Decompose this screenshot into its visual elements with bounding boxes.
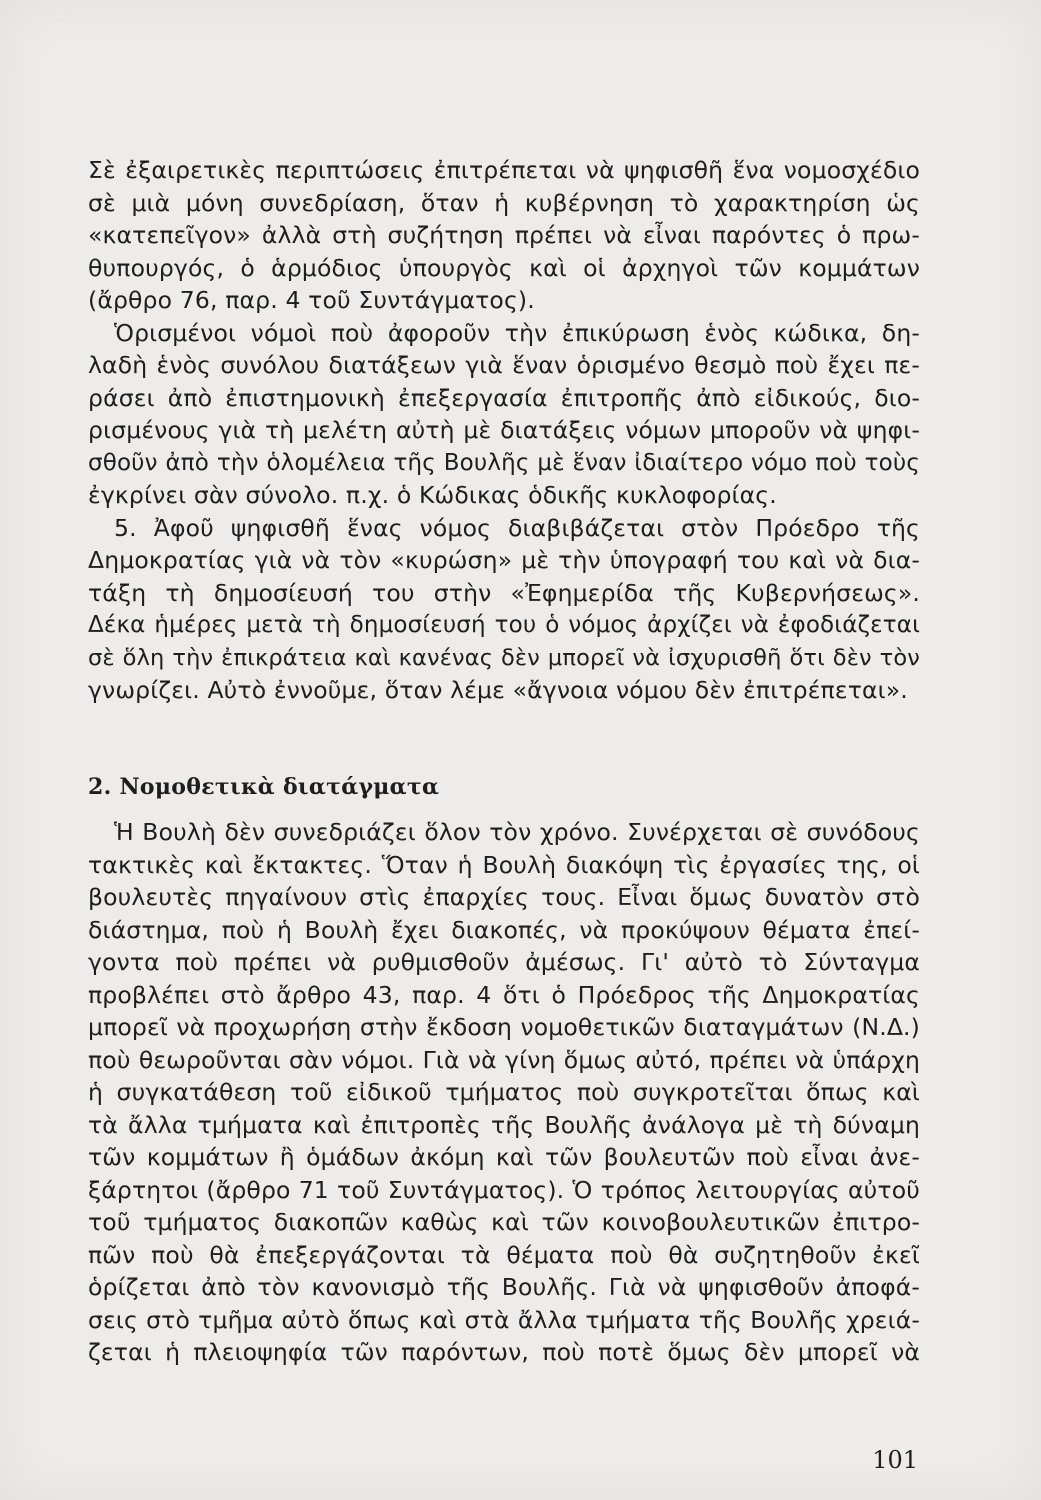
text-line: τοῦ τμήματος διακοπῶν καθὼς καὶ τῶν κοινοβουλευτικῶν ἐπιτρο-: [88, 1208, 920, 1236]
text-line: μπορεῖ νὰ προχωρήση στὴν ἔκδοση νομοθετικῶν διαταγμάτων (Ν.Δ.): [88, 1013, 920, 1041]
text-line: σὲ ὅλη τὴν ἐπικράτεια καὶ κανένας δὲν μπορεῖ νὰ ἰσχυρισθῆ ὅτι δὲν τὸν: [88, 644, 920, 671]
text-line: ἡ συγκατάθεση τοῦ εἰδικοῦ τμήματος ποὺ συγκροτεῖται ὅπως καὶ: [88, 1078, 920, 1106]
text-line: ἐγκρίνει σὰν σύνολο. π.χ. ὁ Κώδικας ὁδικῆς κυκλοφορίας.: [88, 481, 777, 509]
text-line: ὁρίζεται ἀπὸ τὸν κανονισμὸ τῆς Βουλῆς. Γιὰ νὰ ψηφισθοῦν ἀποφά-: [88, 1273, 920, 1301]
paragraph-block-1: [88, 154, 920, 707]
text-line: τῶν κομμάτων ἢ ὁμάδων ἀκόμη καὶ τῶν βουλευτῶν ποὺ εἶναι ἀνε-: [88, 1143, 920, 1171]
text-line: σεις στὸ τμῆμα αὐτὸ ὅπως καὶ στὰ ἄλλα τμήματα τῆς Βουλῆς χρειά-: [88, 1305, 920, 1334]
text-line: (ἄρθρο 76, παρ. 4 τοῦ Συντάγματος).: [88, 286, 535, 314]
text-line: Ἡ Βουλὴ δὲν συνεδριάζει ὅλον τὸν χρόνο. Συνέρχεται σὲ συνόδους: [114, 818, 920, 846]
text-line: προβλέπει στὸ ἄρθρο 43, παρ. 4 ὅτι ὁ Πρόεδρος τῆς Δημοκρατίας: [88, 980, 920, 1009]
paragraph-block-2: [88, 816, 920, 1369]
text-line: γνωρίζει. Αὐτὸ ἐννοῦμε, ὅταν λέμε «ἄγνοια νόμου δὲν ἐπιτρέπεται».: [88, 676, 908, 704]
text-line: γοντα ποὺ πρέπει νὰ ρυθμισθοῦν ἀμέσως. Γι' αὐτὸ τὸ Σύνταγμα: [88, 948, 920, 976]
text-line: σὲ μιὰ μόνη συνεδρίαση, ὅταν ἡ κυβέρνηση τὸ χαρακτηρίση ὡς: [88, 188, 920, 217]
text-line: τακτικὲς καὶ ἔκτακτες. Ὅταν ἡ Βουλὴ διακόψη τὶς ἐργασίες της, οἱ: [88, 850, 920, 879]
text-line: ξάρτητοι (ἄρθρο 71 τοῦ Συντάγματος). Ὁ τρόπος λειτουργίας αὐτοῦ: [88, 1175, 920, 1204]
text-line: σθοῦν ἀπὸ τὴν ὁλομέλεια τῆς Βουλῆς μὲ ἕναν ἰδιαίτερο νόμο ποὺ τοὺς: [88, 449, 920, 476]
text-line: 5. Ἀφοῦ ψηφισθῆ ἕνας νόμος διαβιβάζεται στὸν Πρόεδρο τῆς: [114, 513, 920, 542]
text-line: ρισμένους γιὰ τὴ μελέτη αὐτὴ μὲ διατάξεις νόμων μποροῦν νὰ ψηφι-: [88, 416, 920, 444]
text-line: διάστημα, ποὺ ἡ Βουλὴ ἔχει διακοπές, νὰ προκύψουν θέματα ἐπεί-: [88, 915, 920, 944]
text-line: λαδὴ ἑνὸς συνόλου διατάξεων γιὰ ἕναν ὁρισμένο θεσμὸ ποὺ ἔχει πε-: [88, 351, 920, 379]
text-line: ζεται ἡ πλειοψηφία τῶν παρόντων, ποὺ ποτὲ ὅμως δὲν μπορεῖ νὰ: [88, 1338, 920, 1366]
text-line: ράσει ἀπὸ ἐπιστημονικὴ ἐπεξεργασία ἐπιτροπῆς ἀπὸ εἰδικούς, διο-: [88, 383, 920, 412]
text-line: τὰ ἄλλα τμήματα καὶ ἐπιτροπὲς τῆς Βουλῆς ἀνάλογα μὲ τὴ δύναμη: [88, 1110, 920, 1139]
page-number: 101: [872, 1446, 918, 1474]
text-line: τάξη τὴ δημοσίευσή του στὴν «Ἐφημερίδα τῆς Κυβερνήσεως».: [88, 578, 920, 607]
section-heading: 2. Νομοθετικὰ διατάγματα: [88, 774, 440, 800]
text-line: Δέκα ἡμέρες μετὰ τὴ δημοσίευσή του ὁ νόμος ἀρχίζει νὰ ἐφοδιάζεται: [88, 612, 920, 638]
text-line: βουλευτὲς πηγαίνουν στὶς ἐπαρχίες τους. Εἶναι ὅμως δυνατὸν στὸ: [88, 883, 920, 911]
text-line: Δημοκρατίας γιὰ νὰ τὸν «κυρώση» μὲ τὴν ὑπογραφή του καὶ νὰ δια-: [88, 546, 920, 574]
text-line: Ὁρισμένοι νόμοὶ ποὺ ἀφοροῦν τὴν ἐπικύρωση ἑνὸς κώδικα, δη-: [114, 318, 920, 347]
text-line: πῶν ποὺ θὰ ἐπεξεργάζονται τὰ θέματα ποὺ θὰ συζητηθοῦν ἐκεῖ: [88, 1240, 920, 1269]
text-line: Σὲ ἐξαιρετικὲς περιπτώσεις ἐπιτρέπεται νὰ ψηφισθῆ ἕνα νομοσχέδιο: [88, 156, 920, 184]
text-line: ποὺ θεωροῦνται σὰν νόμοι. Γιὰ νὰ γίνη ὅμως αὐτό, πρέπει νὰ ὑπάρχη: [88, 1045, 920, 1074]
text-line: «κατεπεῖγον» ἀλλὰ στὴ συζήτηση πρέπει νὰ εἶναι παρόντες ὁ πρω-: [88, 221, 920, 249]
text-line: θυπουργός, ὁ ἁρμόδιος ὑπουργὸς καὶ οἱ ἀρχηγοὶ τῶν κομμάτων: [88, 253, 920, 282]
